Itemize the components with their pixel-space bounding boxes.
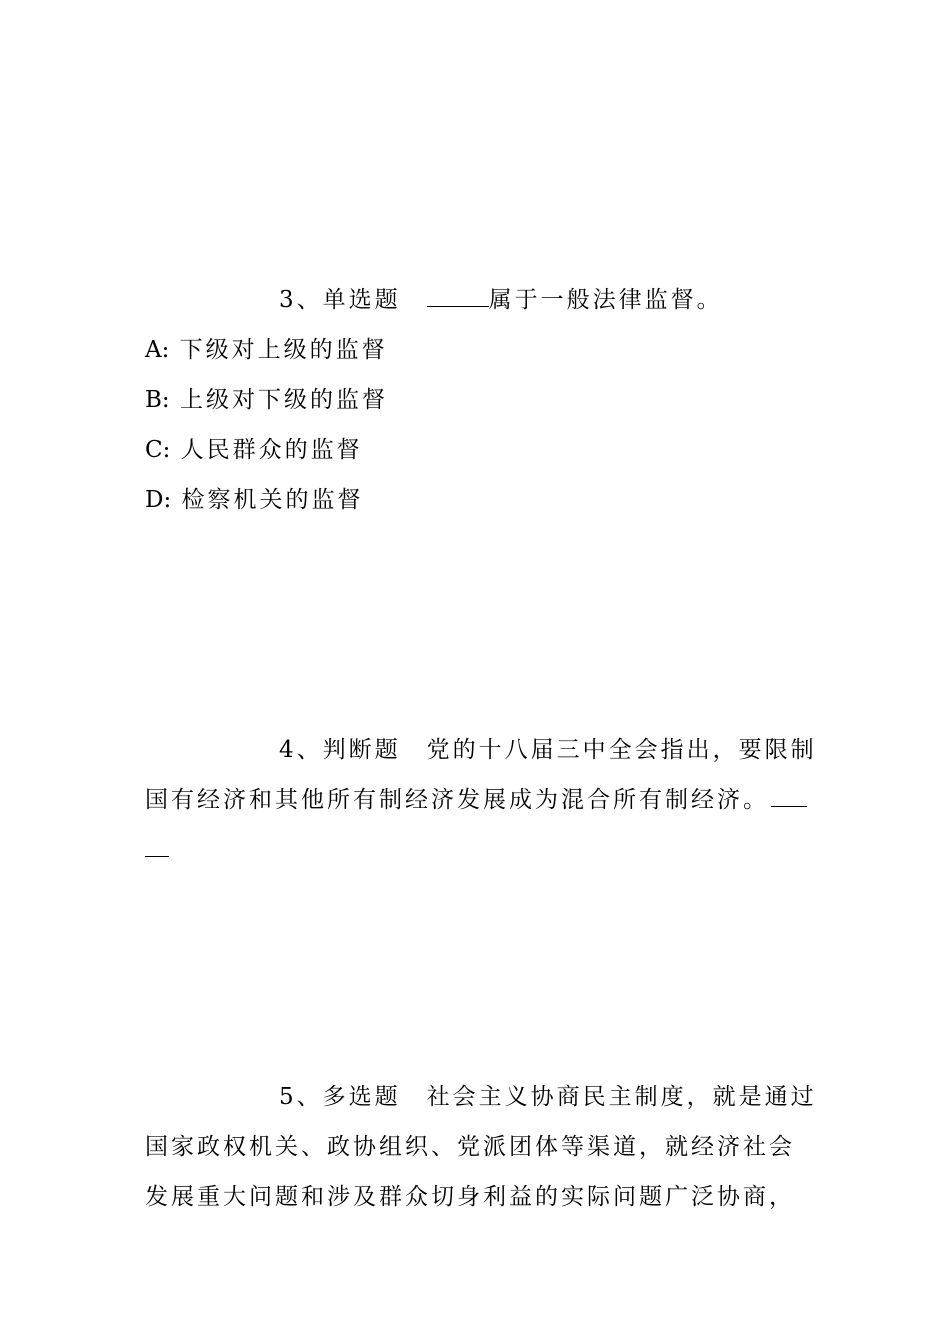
answer-blank [427,286,489,307]
question-4-text-2: 国有经济和其他所有制经济发展成为混合所有制经济。 [145,787,769,813]
question-3-text: 属于一般法律监督。 [488,287,723,313]
option-a [145,335,388,365]
question-3-stem [279,285,723,315]
question-5-line-2 [145,1132,795,1162]
answer-blank [771,786,807,807]
question-5-line-3 [145,1182,795,1212]
option-d-label: D: [145,487,172,513]
question-4-line-2 [145,785,807,815]
question-4-line-3 [145,835,169,865]
option-a-text: 下级对上级的监督 [179,337,388,363]
question-4-text-1: 党的十八届三中全会指出，要限制 [426,737,817,763]
question-5-line-1 [279,1082,817,1112]
question-5-text-1: 社会主义协商民主制度，就是通过 [426,1084,817,1110]
question-3-number: 3、单选题 [279,287,401,313]
answer-blank [145,836,169,857]
question-4-line-1 [279,735,817,765]
option-a-label: A: [145,337,170,363]
question-5-text-3: 发展重大问题和涉及群众切身利益的实际问题广泛协商， [145,1184,795,1210]
option-d-text: 检察机关的监督 [181,487,364,513]
option-c-text: 人民群众的监督 [180,437,363,463]
question-5-text-2: 国家政权机关、政协组织、党派团体等渠道，就经济社会 [145,1134,795,1160]
question-5-number: 5、多选题 [279,1084,401,1110]
option-c [145,435,363,465]
option-b [145,385,388,415]
option-b-label: B: [145,387,170,413]
question-4-number: 4、判断题 [279,737,401,763]
option-b-text: 上级对下级的监督 [179,387,388,413]
option-c-label: C: [145,437,171,463]
option-d [145,485,364,515]
